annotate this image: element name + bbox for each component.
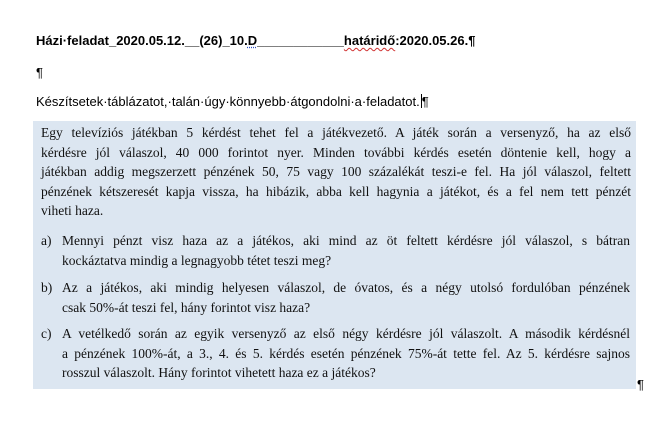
question-label: b)	[41, 280, 53, 295]
empty-paragraph-mark: ¶	[36, 65, 43, 80]
question-line: csak 50%-át teszi fel, hány forintot visz haza?	[62, 299, 311, 315]
question-label: c)	[41, 326, 52, 341]
question-line: a pénzének 100%-át, a 3., 4. és 5. kérdés esetén pénzének 75%-át tette fel. Az 5. kérdésre sajnos	[62, 345, 630, 361]
task-line: Egy televíziós játékban 5 kérdést tehet fel a játékvezető. A játék során a versenyző, ha az első	[41, 125, 631, 140]
question-line: Mennyi pénzt visz haza az a játékos, aki mind az öt feltett kérdésre jól válaszol, s bátran	[62, 233, 630, 248]
title-blank: ____________	[257, 33, 344, 48]
title-deadline-word: határidő	[343, 33, 396, 48]
task-description	[41, 123, 631, 221]
question-label: a)	[41, 233, 52, 248]
end-paragraph-mark: ¶	[637, 377, 644, 392]
task-line: pénzének kétszeresét kapja vissza, ha hibázik, abba kell hagynia a játékot, és a fel nem tett pénzét	[41, 183, 631, 199]
task-box	[33, 121, 636, 389]
title-prefix: Házi·feladat_2020.05.12.__(26)_10.	[36, 33, 248, 48]
task-line: kérdésre jól válaszol, 40 000 forintot nyer. Minden további kérdés esetén döntenie kell, hogy a	[41, 144, 631, 160]
intro-instruction[interactable]	[36, 94, 429, 109]
question-line: A vetélkedő során az egyik versenyző az első négy kérdésre jól válaszolt. A második kérdésnél	[62, 326, 630, 341]
intro-paragraph-mark: ¶	[421, 94, 429, 109]
title-class-letter: D	[247, 33, 258, 48]
intro-text: Készítsetek·táblázatot,·talán·úgy·könnyebb·átgondolni·a·feladatot.	[36, 94, 420, 109]
task-line: viheti haza.	[41, 203, 104, 218]
assignment-title	[36, 33, 475, 48]
title-deadline-date: :2020.05.26.¶	[395, 33, 476, 48]
task-line: játékban addig megszerzett pénzének 50, 75 vagy 100 százalékát teszi-e fel. Ha jól válaszol, feltett	[41, 164, 631, 179]
question-line: kockáztatva mindig a legnagyobb tétet teszi meg?	[62, 252, 332, 268]
question-line: rosszul válaszolt. Hány forintot vihetett haza ez a játékos?	[62, 365, 376, 380]
question-line: Az a játékos, aki mindig helyesen válaszol, de óvatos, és a négy utolsó fordulóban pénzének	[62, 280, 630, 295]
